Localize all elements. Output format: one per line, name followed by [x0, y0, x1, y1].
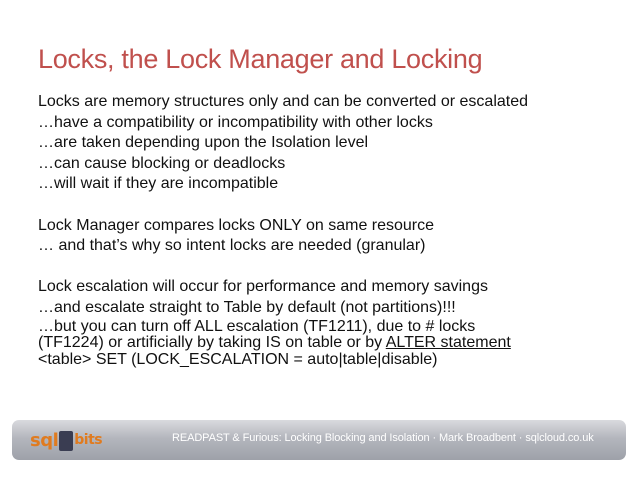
alter-statement-link[interactable]: ALTER statement	[385, 334, 511, 352]
body-line: Locks are memory structures only and can be converted or escalated	[38, 93, 529, 110]
body-line-with-link	[38, 335, 618, 352]
logo-sql-text: sql	[30, 429, 59, 451]
logo-mark-icon	[59, 431, 73, 451]
body-line: …have a compatibility or incompatibility with other locks	[38, 113, 433, 131]
body-line: …are taken depending upon the Isolation level	[38, 134, 369, 152]
slide-title: Locks, the Lock Manager and Locking	[38, 44, 483, 74]
logo-bits-text: bits	[74, 432, 103, 448]
body-line: …will wait if they are incompatible	[38, 175, 279, 193]
body-line: …can cause blocking or deadlocks	[38, 154, 286, 172]
paragraph-gap	[38, 257, 618, 278]
body-line: <table> SET (LOCK_ESCALATION = auto|table|disable)	[38, 350, 438, 368]
paragraph-gap	[38, 195, 618, 216]
body-line: …and escalate straight to Table by default (not partitions)!!!	[38, 298, 456, 316]
footer-text: READPAST & Furious: Locking Blocking and Isolation · Mark Broadbent · sqlcloud.co.uk	[172, 432, 594, 444]
body-line: … and that’s why so intent locks are needed (granular)	[38, 237, 426, 255]
body-line: …but you can turn off ALL escalation (TF1211), due to # locks	[38, 317, 476, 335]
sqlbits-logo	[30, 429, 102, 451]
body-line: Lock Manager compares locks ONLY on same resource	[38, 216, 435, 234]
body-line-text: (TF1224) or artificially by taking IS on table or by	[38, 334, 386, 352]
slide-body	[38, 92, 618, 368]
body-line: Lock escalation will occur for performance and memory savings	[38, 278, 488, 296]
